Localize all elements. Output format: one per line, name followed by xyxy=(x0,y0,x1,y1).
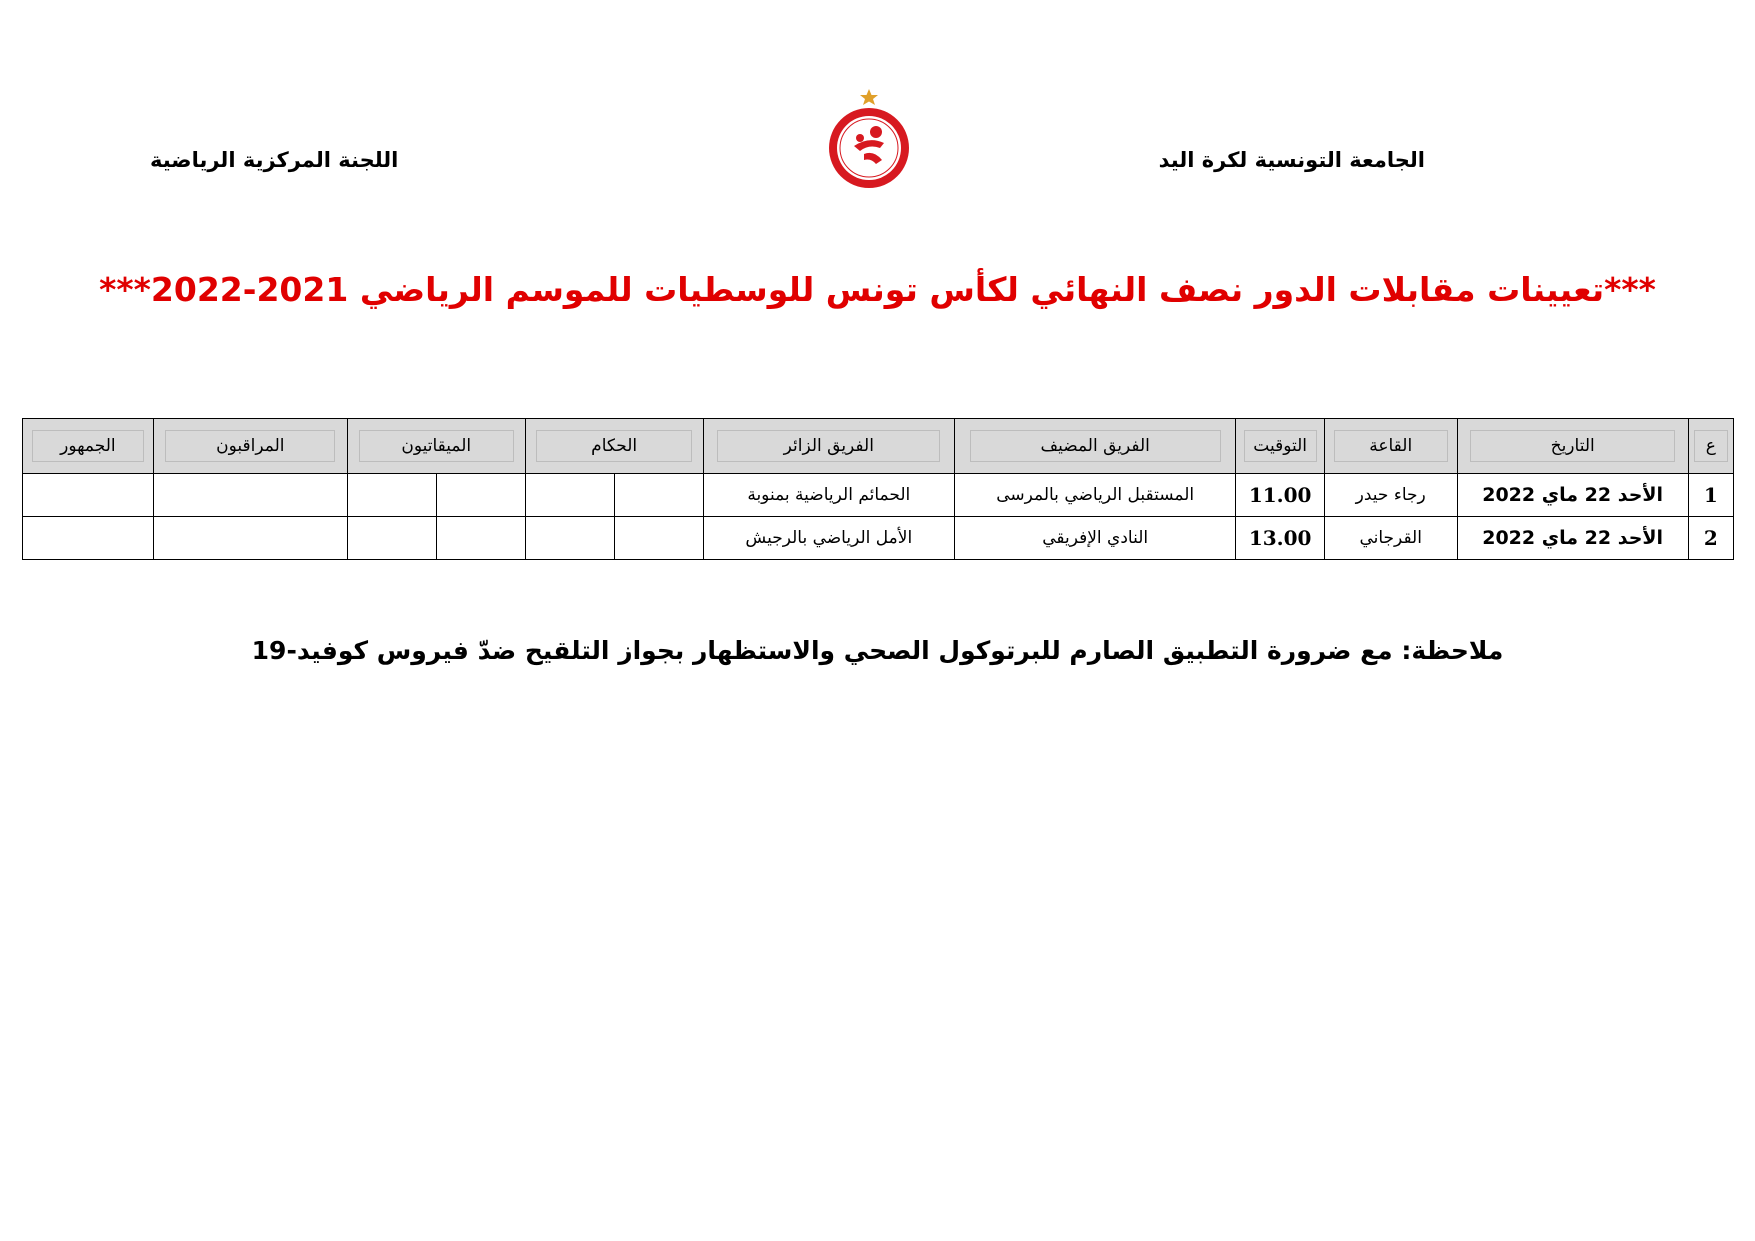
header-audience: الجمهور xyxy=(23,419,154,474)
row-away-team: الحمائم الرياضية بمنوبة xyxy=(703,474,954,517)
table-row xyxy=(23,517,1734,560)
row-audience xyxy=(23,517,154,560)
assignments-table xyxy=(22,418,1734,560)
row-home-team: المستقبل الرياضي بالمرسى xyxy=(954,474,1235,517)
row-time: 13.00 xyxy=(1236,517,1324,560)
row-timekeeper-2 xyxy=(347,474,436,517)
header-time: التوقيت xyxy=(1236,419,1324,474)
row-time: 11.00 xyxy=(1236,474,1324,517)
row-audience xyxy=(23,474,154,517)
row-observers xyxy=(153,517,347,560)
row-observers xyxy=(153,474,347,517)
row-referee-2 xyxy=(525,474,614,517)
page-title: ***تعيينات مقابلات الدور نصف النهائي لكأس تونس للوسطيات للموسم الرياضي 2021-2022*** xyxy=(99,270,1656,309)
table-header-row xyxy=(23,419,1734,474)
row-timekeeper-1 xyxy=(437,474,525,517)
row-timekeeper-2 xyxy=(347,517,436,560)
header-timekeepers: الميقاتيون xyxy=(347,419,525,474)
row-away-team: الأمل الرياضي بالرجيش xyxy=(703,517,954,560)
federation-name: الجامعة التونسية لكرة اليد xyxy=(1158,148,1425,172)
header-date: التاريخ xyxy=(1457,419,1688,474)
row-num: 2 xyxy=(1688,517,1733,560)
row-num: 1 xyxy=(1688,474,1733,517)
header-observers: المراقبون xyxy=(153,419,347,474)
star-icon xyxy=(860,89,878,105)
row-hall: القرجاني xyxy=(1324,517,1457,560)
header-num: ع xyxy=(1688,419,1733,474)
committee-name: اللجنة المركزية الرياضية xyxy=(150,148,399,172)
row-referee-1 xyxy=(615,474,703,517)
note-text: ملاحظة: مع ضرورة التطبيق الصارم للبرتوكول الصحي والاستظهار بجواز التلقيح ضدّ فيروس كوفيد-19 xyxy=(251,636,1504,665)
table-row xyxy=(23,474,1734,517)
row-timekeeper-1 xyxy=(437,517,525,560)
row-referee-2 xyxy=(525,517,614,560)
row-date: الأحد 22 ماي 2022 xyxy=(1457,474,1688,517)
header-hall: القاعة xyxy=(1324,419,1457,474)
header-home-team: الفريق المضيف xyxy=(954,419,1235,474)
row-date: الأحد 22 ماي 2022 xyxy=(1457,517,1688,560)
federation-logo xyxy=(824,88,914,190)
row-hall: رجاء حيدر xyxy=(1324,474,1457,517)
header-away-team: الفريق الزائر xyxy=(703,419,954,474)
row-referee-1 xyxy=(615,517,703,560)
header-referees: الحكام xyxy=(525,419,703,474)
row-home-team: النادي الإفريقي xyxy=(954,517,1235,560)
